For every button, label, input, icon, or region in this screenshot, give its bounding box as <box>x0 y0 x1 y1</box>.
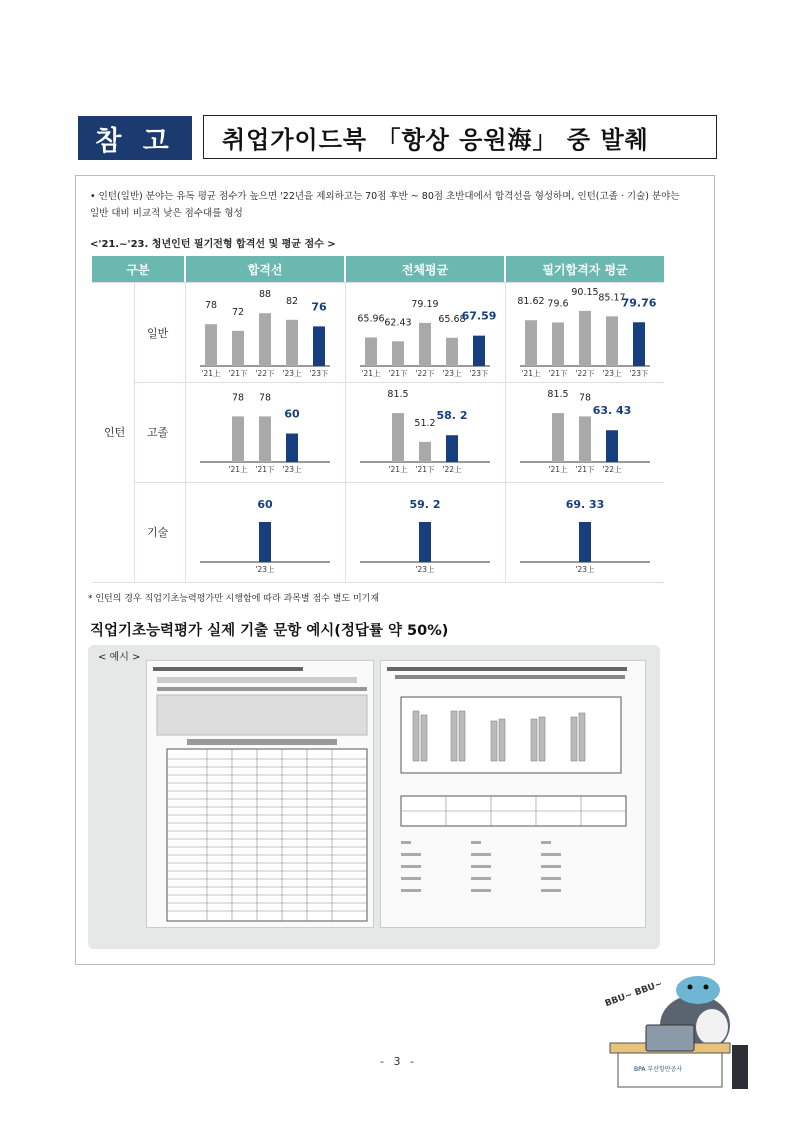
chart-tick-label: '21上 <box>548 465 568 474</box>
chart-bar <box>473 336 485 366</box>
chart-tick-label: '23下 <box>469 369 489 378</box>
chart-data-label: 65.96 <box>357 313 385 325</box>
chart-bar <box>392 341 404 366</box>
chart-tick-label: '21上 <box>201 369 221 378</box>
chart-data-label: 79.76 <box>621 296 657 310</box>
chart-bar <box>232 331 244 366</box>
summary-bullet: • 인턴(일반) 분야는 유독 평균 점수가 높으면 '22년을 제외하고는 70점 후반 ~ 80점 초반대에서 합격선을 형성하며, 인턴(고졸 · 기술) 분야는 일반 대비 비교적 낮은 점수대를 형성 <box>90 191 680 219</box>
page-number: - 3 - <box>380 1055 417 1068</box>
chart-data-label: 78 <box>204 300 218 312</box>
chart-data-label: 76 <box>311 300 327 314</box>
laptop-logo: BPA 부산항만공사 <box>634 1066 683 1073</box>
chart-tick-label: '23上 <box>415 565 435 574</box>
chart-data-label: 81.62 <box>517 296 545 308</box>
chart-bar <box>446 338 458 366</box>
chart-data-label: 67.59 <box>461 309 497 323</box>
chart-bar <box>286 434 298 463</box>
chart-tick-label: '22下 <box>415 369 435 378</box>
chart-bar <box>259 416 271 462</box>
chart-bar <box>633 322 645 366</box>
example-label: < 예시 > <box>98 652 141 663</box>
header-cutoff: 합격선 <box>186 256 344 282</box>
group-label-intern: 인턴 <box>104 426 126 439</box>
chart-tick-label: '23上 <box>602 369 622 378</box>
chart-tick-label: '22下 <box>255 369 275 378</box>
header-category: 구분 <box>92 256 184 282</box>
chart-data-label: 63. 43 <box>592 404 632 418</box>
chart-tick-label: '21下 <box>228 369 248 378</box>
chart-tick-label: '23上 <box>575 565 595 574</box>
chart-tick-label: '23上 <box>282 369 302 378</box>
chart-tick-label: '21下 <box>255 465 275 474</box>
chart-data-label: 58. 2 <box>436 409 468 423</box>
chart-tick-label: '21下 <box>575 465 595 474</box>
chart-bar <box>606 430 618 462</box>
exam-question-image-right <box>380 660 646 928</box>
exam-chart-thumbnail <box>381 661 645 927</box>
chart-data-label: 85.17 <box>598 292 626 304</box>
chart-tick-label: '21上 <box>361 369 381 378</box>
chart-bar <box>419 323 431 366</box>
chart-bar <box>552 322 564 366</box>
chart-bar <box>579 311 591 366</box>
chart-tick-label: '23下 <box>629 369 649 378</box>
chart-tick-label: '23下 <box>309 369 329 378</box>
chart-data-label: 60 <box>284 407 300 421</box>
chart-data-label: 72 <box>231 306 245 318</box>
chart-bar <box>232 416 244 462</box>
chart-bar <box>313 326 325 366</box>
mascot-illustration <box>600 965 775 1090</box>
chart-data-label: 51.2 <box>414 417 436 429</box>
chart-data-label: 59. 2 <box>409 498 441 511</box>
chart-data-label: 78 <box>258 392 272 404</box>
chart-bar <box>286 320 298 366</box>
row-label-highschool: 고졸 <box>147 426 169 439</box>
header-overall-avg: 전체평균 <box>346 256 504 282</box>
mascot-speech: BBU~ BBU~ <box>603 979 664 1010</box>
chart-tick-label: '23上 <box>255 565 275 574</box>
chart-tick-label: '21下 <box>548 369 568 378</box>
chart-bar <box>525 320 537 366</box>
chart-bar <box>259 313 271 366</box>
chart-tick-label: '23上 <box>442 369 462 378</box>
chart-bar <box>579 416 591 462</box>
chart-data-label: 78 <box>578 392 592 404</box>
chart-bar <box>259 522 271 562</box>
reference-badge: 참 고 <box>78 116 192 160</box>
row-label-general: 일반 <box>147 327 169 340</box>
row-label-technical: 기술 <box>147 526 169 539</box>
chart-tick-label: '23上 <box>282 465 302 474</box>
chart-data-label: 69. 33 <box>565 498 605 511</box>
exam-table-thumbnail <box>147 661 373 927</box>
chart-tick-label: '21上 <box>521 369 541 378</box>
chart-data-label: 81.5 <box>387 389 409 401</box>
chart-tick-label: '21下 <box>415 465 435 474</box>
chart-tick-label: '22上 <box>442 465 462 474</box>
chart-data-label: 79.6 <box>547 298 569 310</box>
footnote: * 인턴의 경우 직업기초능력평가만 시행함에 따라 과목별 점수 별도 미기재 <box>88 594 380 604</box>
chart-data-label: 78 <box>231 392 245 404</box>
chart-data-label: 90.15 <box>571 286 599 298</box>
chart-data-label: 79.19 <box>411 298 439 310</box>
chart-bar <box>392 413 404 462</box>
chart-data-label: 62.43 <box>384 317 412 329</box>
chart-bar <box>419 522 431 562</box>
chart-data-label: 65.68 <box>438 313 466 325</box>
chart-bar <box>205 324 217 366</box>
chart-bar <box>365 337 377 366</box>
chart-tick-label: '21上 <box>388 465 408 474</box>
table-caption: <'21.~'23. 청년인턴 필기전형 합격선 및 평균 점수 > <box>90 239 336 250</box>
chart-bar <box>419 442 431 462</box>
chart-bar <box>552 413 564 462</box>
exam-question-image-left <box>146 660 374 928</box>
chart-bar <box>446 435 458 462</box>
chart-data-label: 88 <box>258 289 272 301</box>
chart-data-label: 81.5 <box>547 389 569 401</box>
question-title: 직업기초능력평가 실제 기출 문항 예시(정답률 약 50%) <box>90 623 449 639</box>
chart-bar <box>606 316 618 366</box>
page-title: 취업가이드북 「항상 응원海」 중 발췌 <box>203 115 717 159</box>
chart-tick-label: '21上 <box>228 465 248 474</box>
chart-tick-label: '21下 <box>388 369 408 378</box>
chart-bar <box>579 522 591 562</box>
chart-tick-label: '22下 <box>575 369 595 378</box>
header-pass-avg: 필기합격자 평균 <box>506 256 664 282</box>
chart-data-label: 82 <box>285 295 299 307</box>
chart-data-label: 60 <box>257 498 273 511</box>
chart-tick-label: '22上 <box>602 465 622 474</box>
